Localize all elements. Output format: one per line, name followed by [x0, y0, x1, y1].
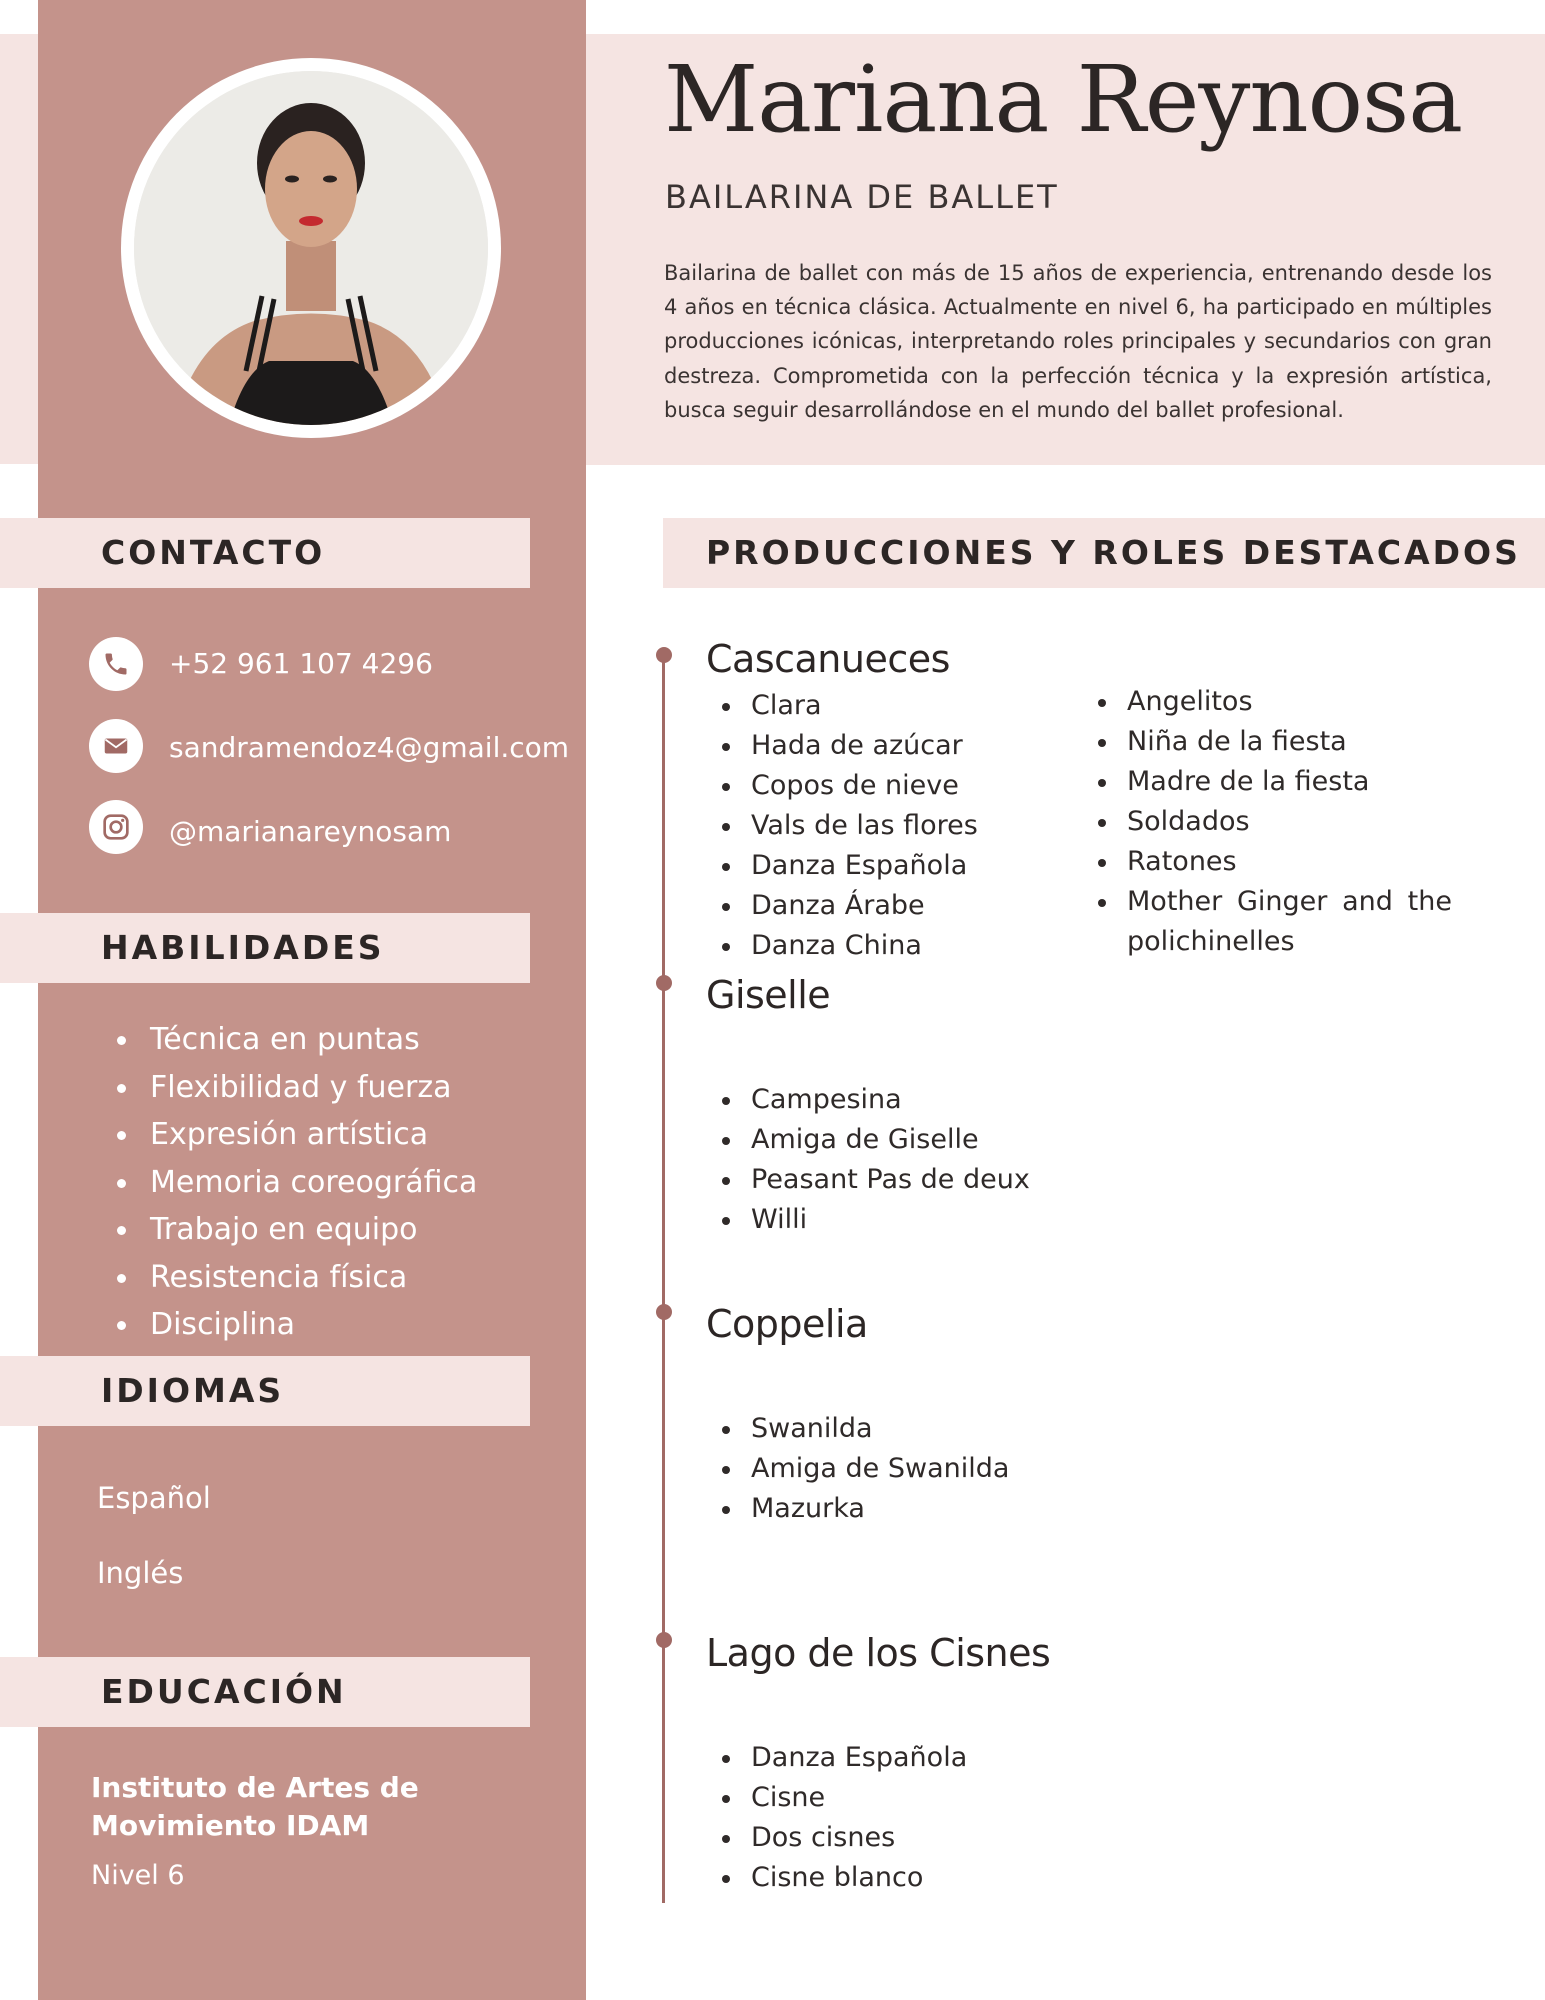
production-title: Coppelia: [706, 1302, 868, 1346]
role-item: Hada de azúcar: [751, 726, 978, 766]
phone-icon: [89, 637, 143, 691]
role-item: Copos de nieve: [751, 766, 978, 806]
role-item: Willi: [751, 1200, 1030, 1240]
timeline-line: [662, 655, 665, 1903]
production-title: Lago de los Cisnes: [706, 1631, 1051, 1675]
education-level: Nivel 6: [91, 1860, 185, 1891]
email-address[interactable]: sandramendoz4@gmail.com: [169, 731, 570, 764]
role-item: Mazurka: [751, 1489, 1009, 1529]
role-item: Danza Española: [751, 1738, 967, 1778]
timeline-dot: [656, 1632, 672, 1648]
role-item: Campesina: [751, 1080, 1030, 1120]
role-item: Dos cisnes: [751, 1818, 967, 1858]
skill-item: Memoria coreográfica: [150, 1159, 477, 1207]
role-item: Clara: [751, 686, 978, 726]
skill-item: Flexibilidad y fuerza: [150, 1064, 477, 1112]
production-title: Giselle: [706, 973, 831, 1017]
person-name: Mariana Reynosa: [664, 46, 1463, 153]
role-item: Amiga de Swanilda: [751, 1449, 1009, 1489]
role-item: Swanilda: [751, 1409, 1009, 1449]
role-item: Mother Ginger and the polichinelles: [1127, 882, 1452, 962]
skill-item: Disciplina: [150, 1301, 477, 1349]
envelope-icon: [89, 719, 143, 773]
role-list: [751, 1080, 1030, 1240]
languages-heading: IDIOMAS: [101, 1371, 285, 1410]
profile-photo: [134, 71, 488, 425]
role-item: Amiga de Giselle: [751, 1120, 1030, 1160]
portrait-illustration: [134, 71, 488, 425]
role-item: Danza China: [751, 926, 978, 966]
role-item: Vals de las flores: [751, 806, 978, 846]
job-title: BAILARINA DE BALLET: [665, 178, 1059, 216]
education-heading: EDUCACIÓN: [101, 1672, 347, 1711]
contact-heading: CONTACTO: [101, 533, 326, 572]
role-item: Madre de la fiesta: [1127, 762, 1452, 802]
instagram-icon: [89, 800, 143, 854]
skill-item: Resistencia física: [150, 1254, 477, 1302]
role-item: Danza Española: [751, 846, 978, 886]
role-item: Niña de la fiesta: [1127, 722, 1452, 762]
instagram-handle[interactable]: @marianareynosam: [169, 815, 452, 848]
role-list: [751, 1738, 967, 1898]
header-band-left: [0, 34, 40, 464]
education-school: Instituto de Artes de Movimiento IDAM: [91, 1771, 419, 1842]
skills-list: [92, 1016, 477, 1349]
timeline-dot: [656, 647, 672, 663]
production-title: Cascanueces: [706, 637, 950, 681]
role-item: Soldados: [1127, 802, 1452, 842]
skill-item: Expresión artística: [150, 1111, 477, 1159]
role-item: Angelitos: [1127, 682, 1452, 722]
role-item: Peasant Pas de deux: [751, 1160, 1030, 1200]
skills-heading: HABILIDADES: [101, 928, 385, 967]
skill-item: Trabajo en equipo: [150, 1206, 477, 1254]
profile-summary: Bailarina de ballet con más de 15 años de experiencia, entrenando desde los 4 años en técnica clásica. Actualmente en nivel 6, ha participado en múltiples producciones icónicas, interpretando roles principales y secundarios con gran destreza. Comprometida con la perfección técnica y la expresión artística, busca seguir desarrollándose en el mundo del ballet profesional.: [664, 261, 1492, 422]
role-item: Cisne blanco: [751, 1858, 967, 1898]
language-item: Inglés: [97, 1556, 184, 1590]
language-item: Español: [97, 1481, 211, 1515]
timeline-dot: [656, 1304, 672, 1320]
timeline-dot: [656, 975, 672, 991]
phone-number[interactable]: +52 961 107 4296: [169, 647, 433, 680]
productions-heading: PRODUCCIONES Y ROLES DESTACADOS: [706, 533, 1521, 572]
role-item: Danza Árabe: [751, 886, 978, 926]
role-list: [751, 1409, 1009, 1529]
role-item: Ratones: [1127, 842, 1452, 882]
role-list: [751, 686, 978, 966]
skill-item: Técnica en puntas: [150, 1016, 477, 1064]
role-item: Cisne: [751, 1778, 967, 1818]
role-list: [1127, 682, 1452, 962]
